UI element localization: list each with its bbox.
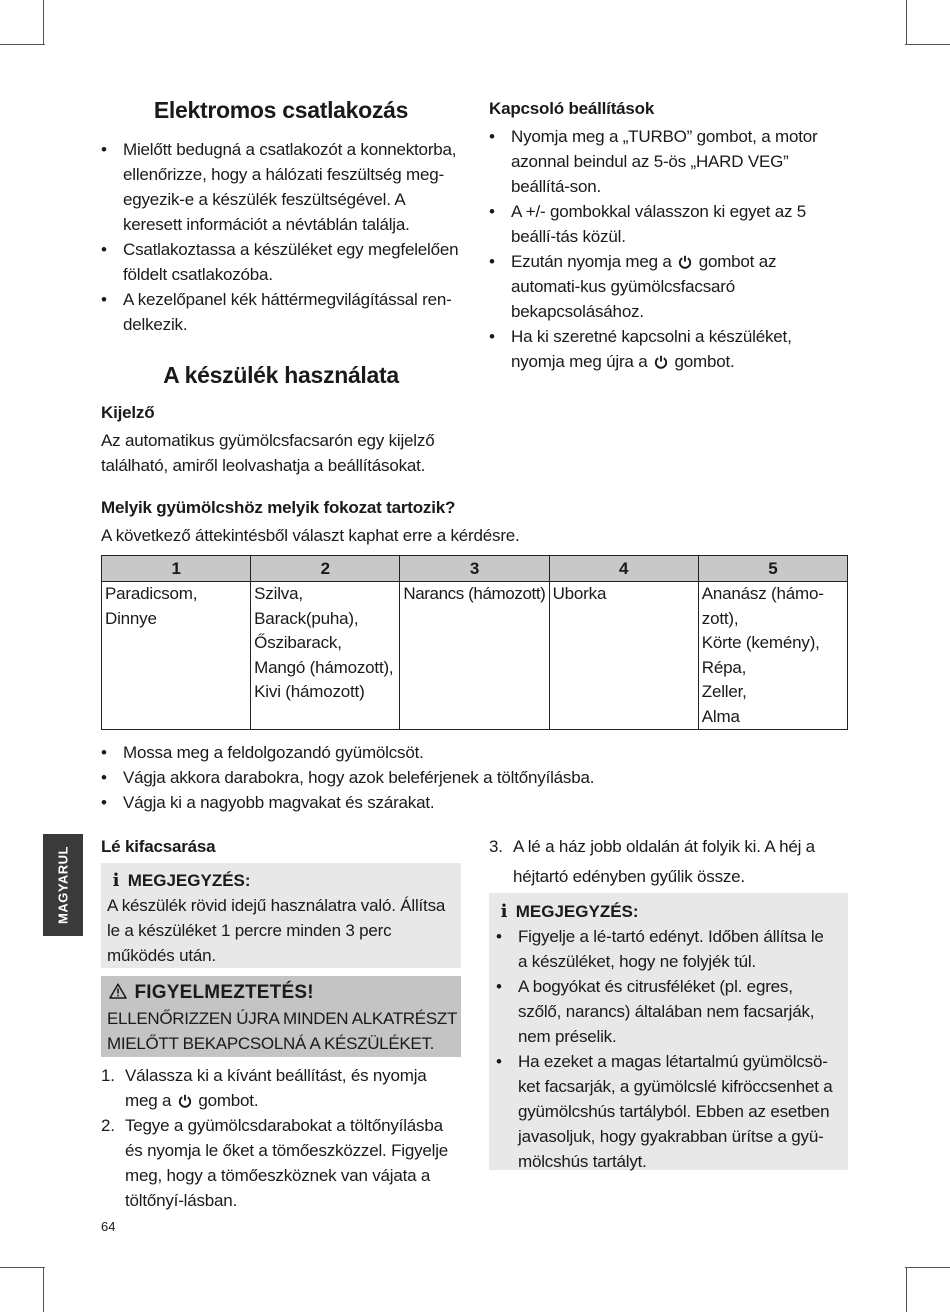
- list-item-text: gombot.: [674, 352, 735, 371]
- language-label: MAGYARUL: [55, 846, 71, 924]
- table-header-cell: 1: [102, 556, 251, 582]
- heading-device-usage: A készülék használata: [163, 362, 399, 388]
- cell-line: zott),: [701, 608, 739, 628]
- table-cell: [251, 582, 400, 730]
- list-item: • Mielőtt bedugná a csatlakozót a konnektorba, ellenőrizze, hogy a hálózati feszültség meg-egyezik-e a készülék feszültségével. A keresett információt a névtáblán találja.: [101, 137, 463, 237]
- list-item: • Figyelje a lé-tartó edényt. Időben állítsa le a készüléket, hogy ne folyjék túl.: [496, 924, 836, 974]
- step-text: gombot.: [198, 1091, 259, 1110]
- cell-line: Kivi (hámozott): [254, 682, 365, 701]
- note-title: [497, 901, 639, 922]
- crop-mark: [43, 1267, 44, 1312]
- table-row: [102, 582, 848, 730]
- crop-mark: [905, 1267, 950, 1268]
- switch-bullets: [489, 124, 847, 374]
- step-text: A lé a ház jobb oldalán át folyik ki. A héj a héjtartó edényben gyűlik össze.: [513, 837, 815, 886]
- step-number: 2.: [101, 1116, 115, 1135]
- cell-line: Őszibarack,: [254, 633, 342, 652]
- note-title-text: MEGJEGYZÉS:: [515, 902, 639, 921]
- cell-line: Ananász (hámo-: [701, 584, 824, 603]
- crop-mark: [906, 0, 907, 45]
- note-box: [489, 893, 848, 1170]
- page-number: 64: [101, 1219, 116, 1234]
- crop-mark: [0, 1267, 45, 1268]
- table-header-cell: 5: [698, 556, 847, 582]
- cell-line: Körte (kemény),: [701, 633, 820, 652]
- crop-mark: [906, 1267, 907, 1312]
- note-box: [101, 863, 461, 968]
- display-text: Az automatikus gyümölcsfacsarón egy kijelző található, amiről leolvashatja a beállításokat.: [101, 431, 435, 475]
- step-number: 1.: [101, 1066, 115, 1085]
- note-text: A készülék rövid idejű használatra való. Állítsa le a készüléket 1 percre minden 3 perc működés után.: [107, 896, 446, 965]
- heading-electrical-connection: Elektromos csatlakozás: [153, 97, 409, 123]
- warning-text: ELLENŐRIZZEN ÚJRA MINDEN ALKATRÉSZT MIELŐTT BEKAPCSOLNÁ A KÉSZÜLÉKET.: [107, 1009, 457, 1053]
- step-text: Tegye a gyümölcsdarabokat a töltőnyílásba és nyomja le őket a tömőeszközzel. Figyelje meg, hogy a tömőeszköznek van vájata a töltőnyí-lásban.: [125, 1116, 449, 1210]
- warning-triangle-icon: [109, 983, 127, 999]
- cell-line: Szilva,: [254, 584, 303, 603]
- juicing-steps: [101, 1063, 461, 1213]
- note-bullets: [496, 924, 836, 1174]
- step-text: Válassza ki a kívánt beállítást, és nyomja meg a: [125, 1066, 427, 1110]
- list-item: [101, 1063, 461, 1113]
- list-item: [489, 249, 847, 324]
- cell-line: Barack(puha),: [254, 608, 359, 628]
- table-header-row: [102, 556, 848, 582]
- list-item: • A +/- gombokkal válasszon ki egyet az 5 beállí-tás közül.: [489, 199, 847, 249]
- list-item: [489, 832, 829, 892]
- power-icon: [178, 1094, 192, 1108]
- note-title: [109, 870, 251, 891]
- table-header-cell: 4: [549, 556, 698, 582]
- list-item: • Mossa meg a feldolgozandó gyümölcsöt.: [101, 740, 841, 765]
- cell-line: Paradicsom,: [105, 584, 198, 603]
- cell-line: Répa,: [701, 657, 747, 677]
- list-item-text: gombot az automati-kus gyümölcsfacsaró bekapcsolásához.: [511, 252, 777, 321]
- power-icon: [654, 355, 668, 369]
- electrical-bullets: [101, 137, 463, 337]
- crop-mark: [905, 44, 950, 45]
- fruit-setting-table: [101, 555, 848, 730]
- cell-line: Mangó (hámozott),: [254, 657, 394, 677]
- warning-box: [101, 976, 461, 1057]
- info-icon: i: [112, 870, 120, 891]
- juicing-subheading: Lé kifacsarása: [101, 837, 216, 856]
- fruit-question-subheading: Melyik gyümölcshöz melyik fokozat tartozik?: [101, 498, 456, 517]
- cell-line: Zeller,: [701, 682, 747, 701]
- cell-line: Narancs (hámozott): [403, 584, 546, 603]
- table-cell: [549, 582, 698, 730]
- list-item: [489, 324, 847, 374]
- language-side-tab: [43, 834, 83, 936]
- table-cell: [400, 582, 549, 730]
- display-subheading: Kijelző: [101, 403, 155, 422]
- fruit-intro-text: A következő áttekintésből választ kaphat erre a kérdésre.: [101, 526, 520, 545]
- table-header-cell: 2: [251, 556, 400, 582]
- table-cell: [102, 582, 251, 730]
- warning-title: [109, 982, 314, 1004]
- note-title-text: MEGJEGYZÉS:: [127, 871, 251, 890]
- list-item: • Ha ezeket a magas létartalmú gyümölcsö-ket facsarják, a gyümölcslé kifröccsenhet a gyümölcshús tartályból. Ebben az esetben javasoljuk, hogy gyakrabban ürítse a gyü-mölcshús tartályt.: [496, 1049, 836, 1174]
- list-item: • A bogyókat és citrusféléket (pl. egres, szőlő, narancs) általában nem facsarják, nem préselik.: [496, 974, 836, 1049]
- table-cell: [698, 582, 847, 730]
- cell-line: Uborka: [552, 584, 607, 603]
- juicing-steps-continued: [489, 832, 829, 892]
- preparation-bullets: [101, 740, 841, 815]
- info-icon: i: [500, 901, 508, 922]
- list-item-text: Ha ki szeretné kapcsolni a készüléket, nyomja meg újra a: [511, 327, 792, 371]
- cell-line: Dinnye: [105, 608, 157, 628]
- crop-mark: [43, 0, 44, 45]
- power-icon: [678, 255, 692, 269]
- step-number: 3.: [489, 837, 503, 856]
- crop-mark: [0, 44, 45, 45]
- table-header-cell: 3: [400, 556, 549, 582]
- list-item: • Csatlakoztassa a készüléket egy megfelelően földelt csatlakozóba.: [101, 237, 463, 287]
- list-item: • Vágja akkora darabokra, hogy azok beleférjenek a töltőnyílásba.: [101, 765, 841, 790]
- list-item: • Nyomja meg a „TURBO” gombot, a motor azonnal beindul az 5-ös „HARD VEG” beállítá-son.: [489, 124, 847, 199]
- switch-settings-subheading: Kapcsoló beállítások: [489, 99, 655, 118]
- list-item: • A kezelőpanel kék háttérmegvilágítással ren-delkezik.: [101, 287, 463, 337]
- list-item-text: Ezután nyomja meg a: [511, 252, 672, 271]
- warning-title-text: FIGYELMEZTETÉS!: [134, 982, 314, 1003]
- list-item: [101, 1113, 461, 1213]
- list-item: • Vágja ki a nagyobb magvakat és szárakat.: [101, 790, 841, 815]
- cell-line: Alma: [701, 706, 740, 726]
